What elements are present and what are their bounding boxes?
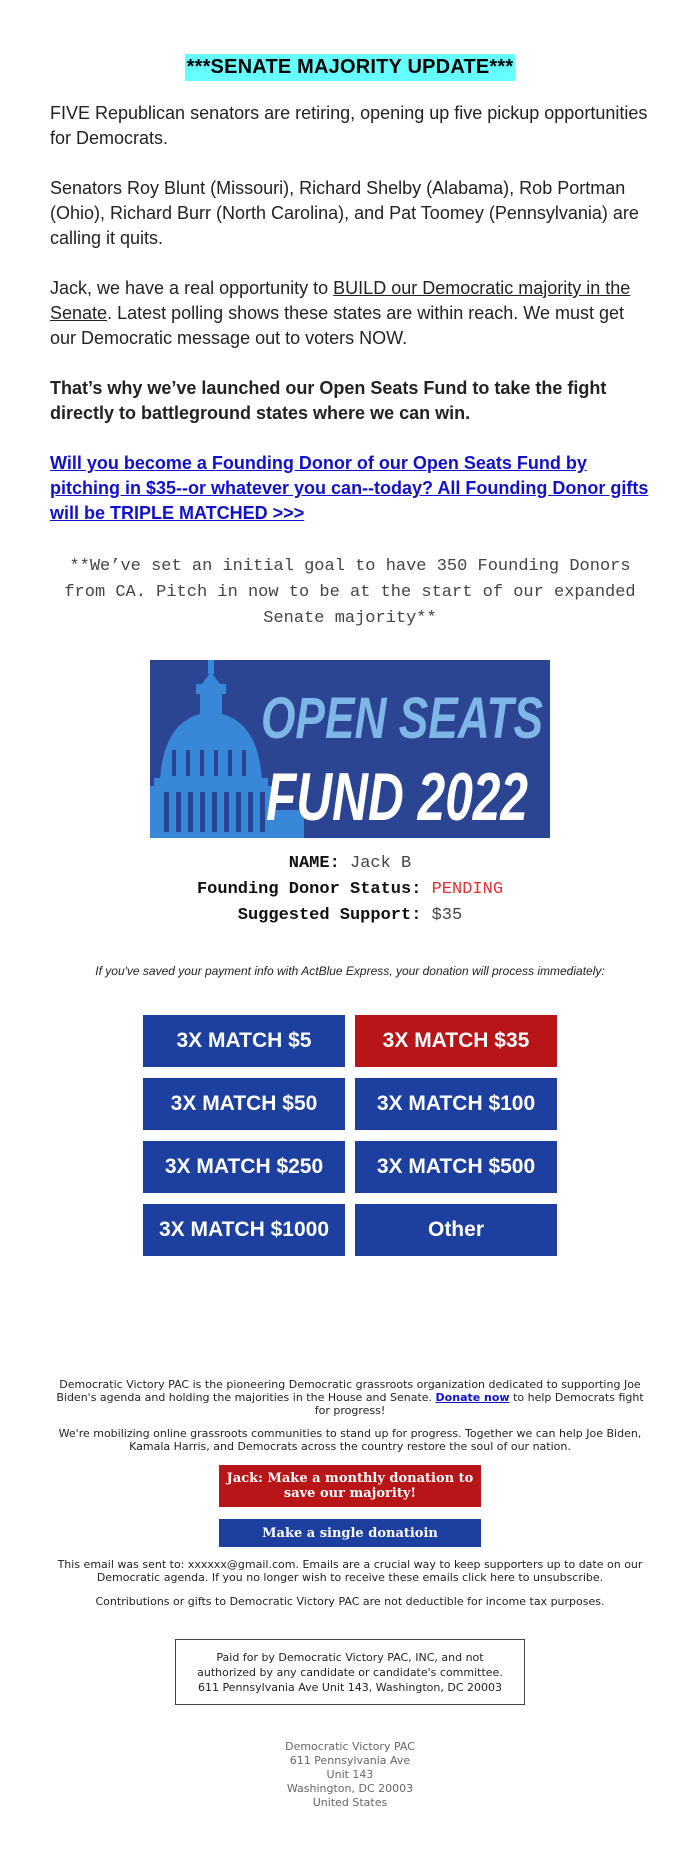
footer-mission: We're mobilizing online grassroots communities to stand up for progress. Together we can help Joe Biden, Kamala Harris, and Democrats across the country restore the soul of our nation. — [58, 1427, 642, 1453]
donor-info — [0, 851, 700, 929]
address-line: 611 Pennsylvania Ave — [289, 1754, 411, 1767]
opportunity-text: Jack, we have a real opportunity to — [50, 278, 334, 298]
monthly-donation-button[interactable]: Jack: Make a monthly donation to save our majority! — [219, 1465, 481, 1507]
donate-50-button[interactable]: 3X MATCH $50 — [143, 1078, 345, 1130]
opportunity-text-end: . Latest polling shows these states are within reach. We must get our Democratic message out to voters NOW. — [50, 303, 624, 348]
support-label: Suggested Support: — [237, 906, 422, 925]
headline: ***SENATE MAJORITY UPDATE*** — [185, 54, 516, 81]
footer-tax-note: Contributions or gifts to Democratic Victory PAC are not deductible for income tax purposes. — [95, 1595, 605, 1608]
email-body — [50, 0, 650, 632]
donate-now-link[interactable]: Donate now — [435, 1391, 510, 1404]
paid-for-disclaimer: Paid for by Democratic Victory PAC, INC, and not authorized by any candidate or candidate's committee. 611 Pennsylvania Ave Unit 143, Washington, DC 20003 — [175, 1639, 525, 1705]
donate-5-button[interactable]: 3X MATCH $5 — [143, 1015, 345, 1067]
address-line: Democratic Victory PAC — [285, 1740, 415, 1753]
actblue-express-note: If you've saved your payment info with ActBlue Express, your donation will process immediately: — [95, 964, 605, 978]
open-seats-fund-banner[interactable] — [150, 660, 550, 838]
address-line: United States — [312, 1796, 388, 1809]
build-majority-underline: BUILD our Democratic majority in the Senate — [50, 278, 631, 323]
donate-500-button[interactable]: 3X MATCH $500 — [355, 1141, 557, 1193]
name-label: NAME: — [288, 854, 340, 873]
paragraph-open-seats-fund: That’s why we’ve launched our Open Seats Fund to take the fight directly to battleground states where we can win. — [50, 378, 607, 423]
donate-other-button[interactable]: Other — [355, 1204, 557, 1256]
donor-status-row — [0, 877, 700, 903]
banner-line1: OPEN SEATS — [261, 686, 544, 751]
donate-100-button[interactable]: 3X MATCH $100 — [355, 1078, 557, 1130]
paragraph-retiring: FIVE Republican senators are retiring, opening up five pickup opportunities for Democrats. — [50, 103, 648, 148]
status-label: Founding Donor Status: — [196, 880, 422, 899]
about-text: Democratic Victory PAC is the pioneering Democratic grassroots organization dedicated to supporting Joe Biden's agenda and holding the majorities in the House and Senate. — [56, 1378, 641, 1404]
about-text-end: to help Democrats fight for progress! — [314, 1391, 644, 1417]
paragraph-opportunity — [50, 276, 650, 351]
footer-sent-to: This email was sent to: xxxxxx@gmail.com. Emails are a crucial way to keep supporters up to date on our Democratic agenda. If you no longer wish to receive these emails click here to unsubscribe. — [57, 1558, 643, 1584]
donate-35-button[interactable]: 3X MATCH $35 — [355, 1015, 557, 1067]
footer-about — [52, 1378, 648, 1417]
paragraph-senators: Senators Roy Blunt (Missouri), Richard Shelby (Alabama), Rob Portman (Ohio), Richard Burr (North Carolina), and Pat Toomey (Pennsylvania) are calling it quits. — [50, 178, 639, 248]
address-line: Washington, DC 20003 — [286, 1782, 414, 1795]
support-value: $35 — [431, 906, 463, 925]
founding-donor-link[interactable]: Will you become a Founding Donor of our Open Seats Fund by pitching in $35--or whatever you can--today? All Founding Donor gifts will be TRIPLE MATCHED >>> — [50, 453, 649, 523]
banner-line2: FUND 2022 — [266, 759, 529, 835]
status-value: PENDING — [431, 880, 504, 899]
name-value: Jack B — [350, 854, 412, 873]
capitol-dome-icon — [150, 660, 550, 838]
footer-address — [0, 1740, 700, 1810]
single-donation-button[interactable]: Make a single donatioin — [219, 1519, 481, 1547]
donate-1000-button[interactable]: 3X MATCH $1000 — [143, 1204, 345, 1256]
address-line: Unit 143 — [326, 1768, 374, 1781]
donor-name-row — [0, 851, 700, 877]
donor-support-row — [0, 903, 700, 929]
donate-250-button[interactable]: 3X MATCH $250 — [143, 1141, 345, 1193]
goal-text: **We’ve set an initial goal to have 350 Founding Donors from CA. Pitch in now to be at the start of our expanded Senate majority** — [64, 557, 636, 628]
